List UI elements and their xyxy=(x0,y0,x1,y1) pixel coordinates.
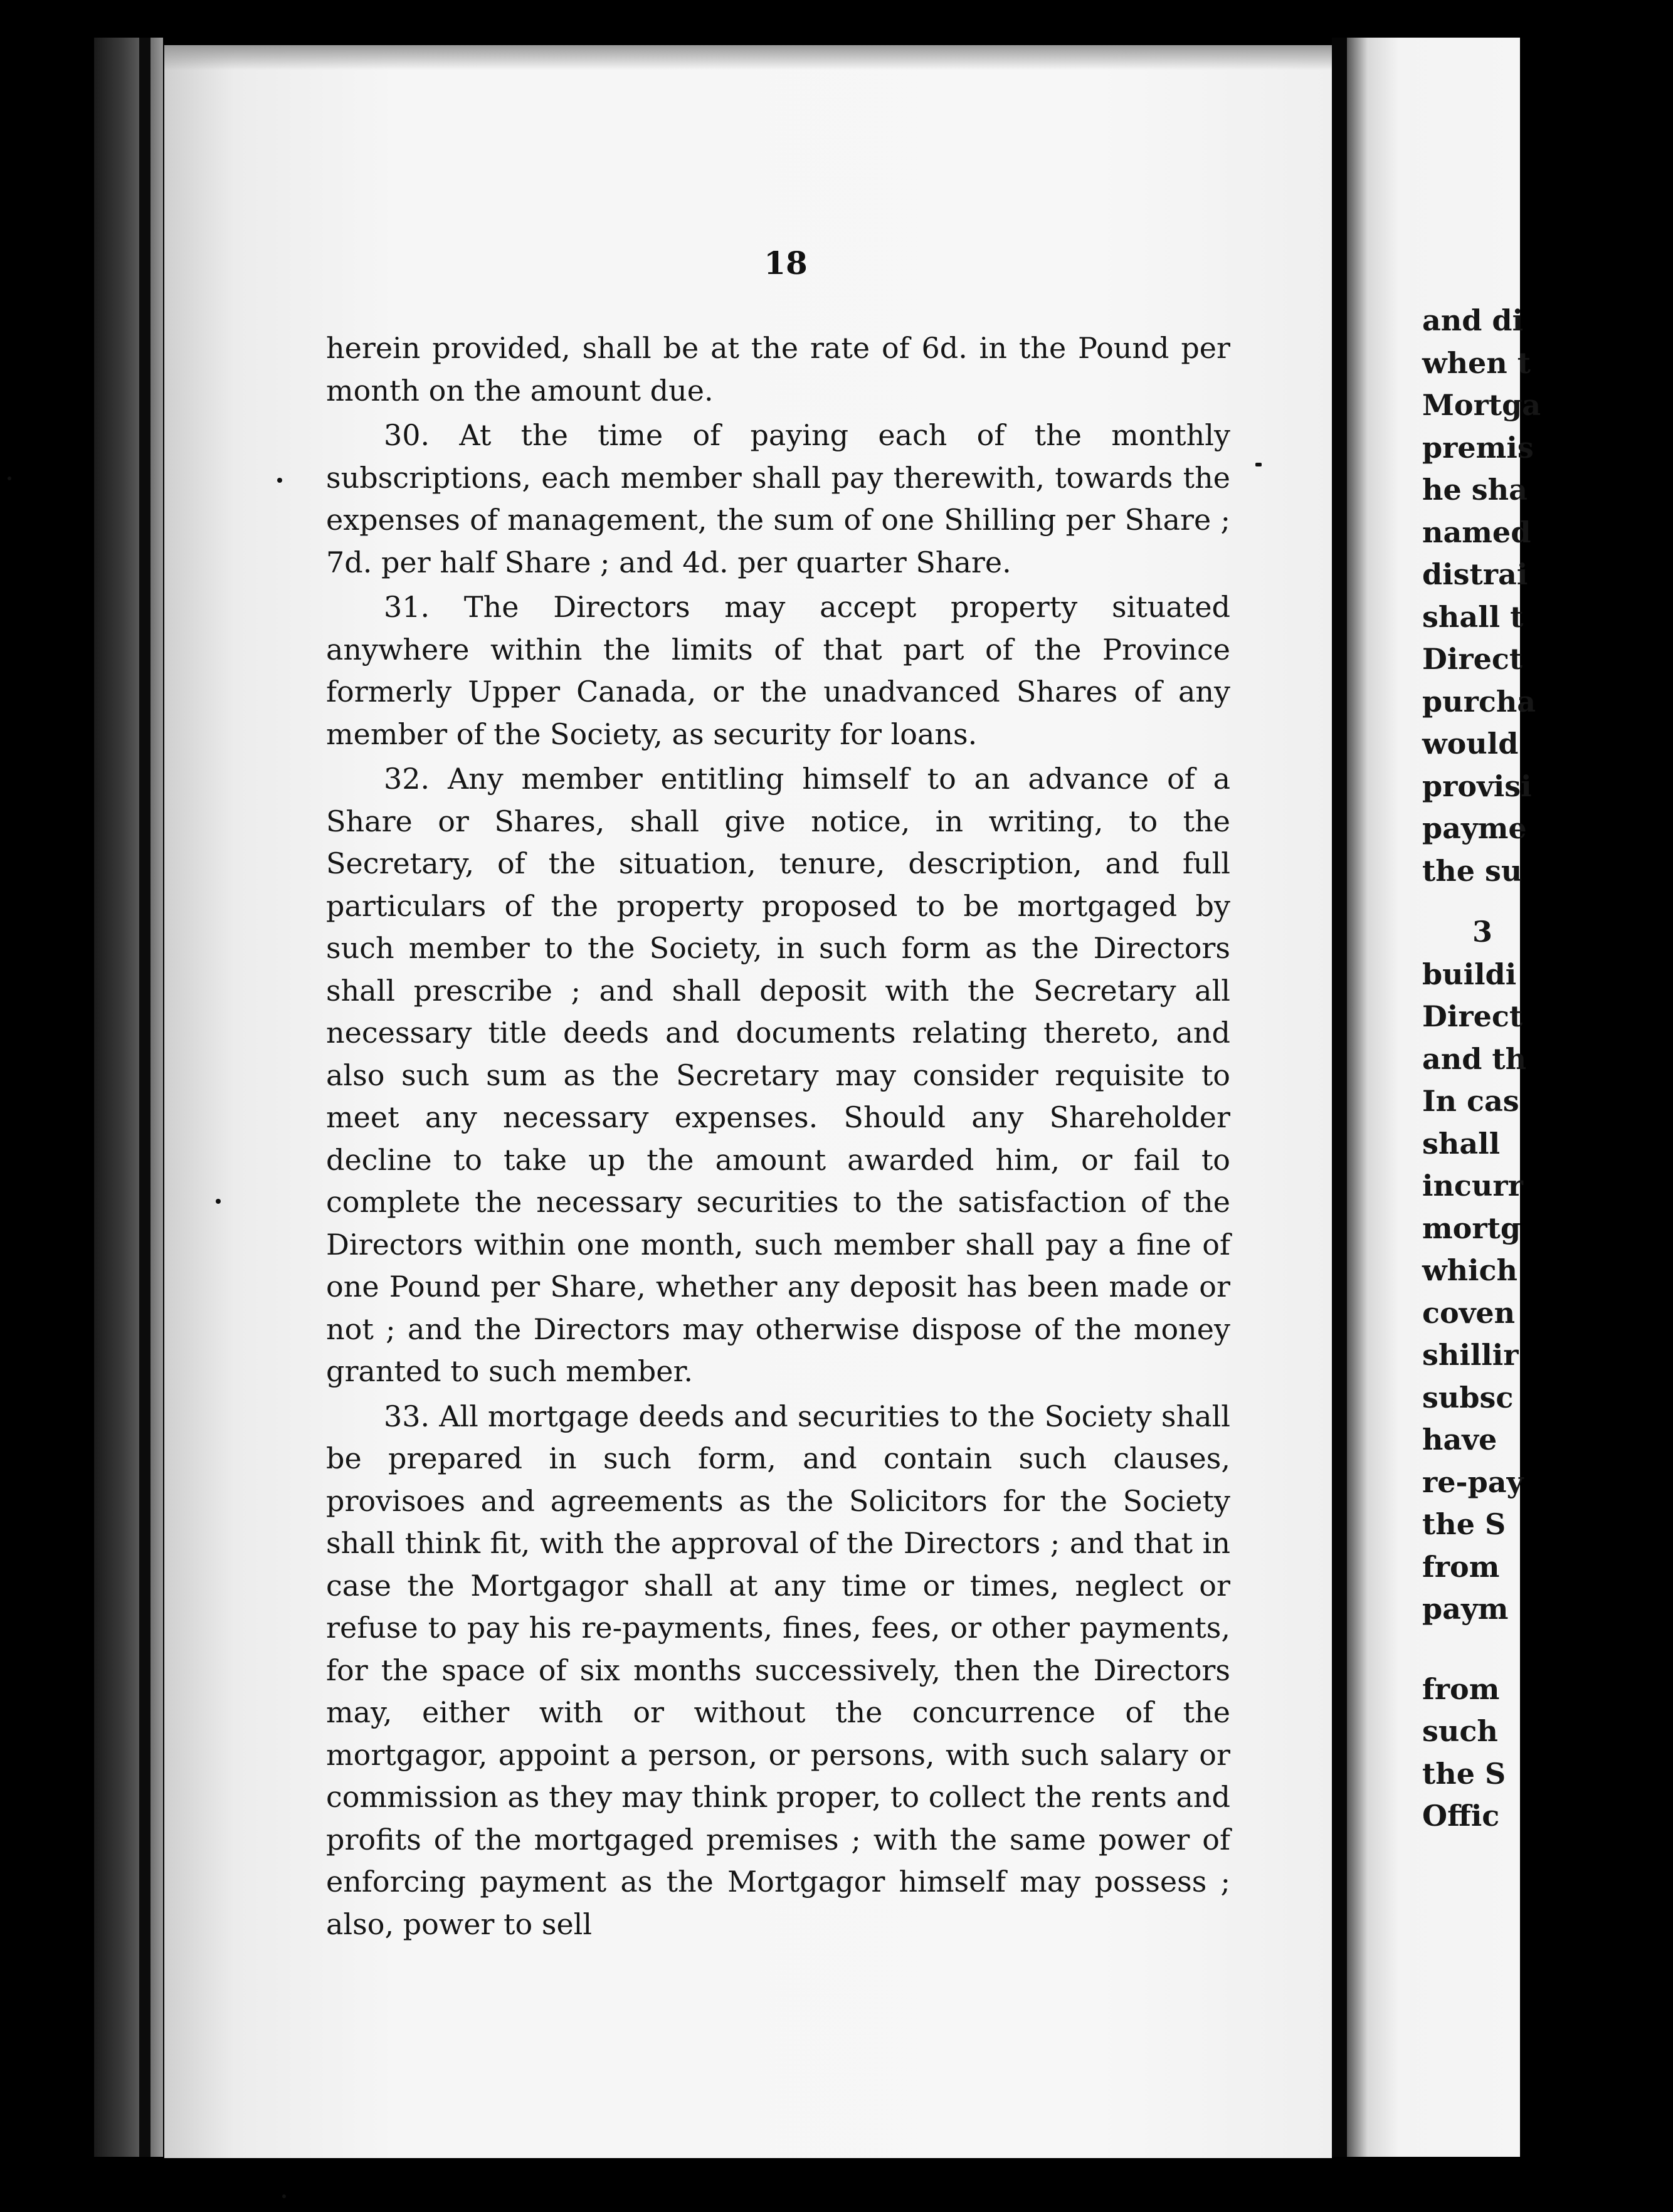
binding-shadow xyxy=(139,38,150,2157)
paragraph-continuation: herein provided, shall be at the rate of 6d. in the Pound per month on the amount due. xyxy=(326,331,1230,408)
facing-page-line: incurr xyxy=(1422,1169,1523,1203)
scan-speck xyxy=(1255,463,1262,466)
facing-page-line: such xyxy=(1422,1714,1498,1748)
scan-speck xyxy=(282,2194,286,2198)
scan-speck xyxy=(8,477,11,480)
paragraph-31: 31. The Directors may accept property situated anywhere within the limits of that part of the Province formerly Upper Canada, or the unadvanced Shares of any member of the Society, as security for loans. xyxy=(326,590,1230,751)
facing-page-line: would xyxy=(1422,727,1519,761)
facing-page-line: distrai xyxy=(1422,557,1528,591)
facing-page-line: In cas xyxy=(1422,1084,1519,1118)
facing-page-line: the su xyxy=(1422,853,1523,888)
page-number: 18 xyxy=(764,245,808,282)
facing-page-line: purcha xyxy=(1422,684,1536,719)
facing-page-line: shall xyxy=(1422,1126,1501,1161)
facing-page-text xyxy=(1422,300,1673,1838)
facing-page-line: which xyxy=(1422,1253,1517,1287)
facing-page-line: from xyxy=(1422,1672,1500,1706)
facing-page-line: paym xyxy=(1422,1592,1509,1626)
page-body xyxy=(326,327,1230,1946)
facing-page-line: named xyxy=(1422,515,1531,549)
facing-page-line: the S xyxy=(1422,1507,1506,1541)
facing-page-fragment xyxy=(1347,38,1541,2157)
facing-page-line: subsc xyxy=(1422,1380,1514,1414)
facing-page-line: from xyxy=(1422,1549,1500,1584)
facing-page-line: buildi xyxy=(1422,957,1517,991)
facing-page-line: Mortga xyxy=(1422,388,1541,422)
scan-speck xyxy=(277,478,282,483)
binding-gutter xyxy=(94,38,163,2157)
scan-speck xyxy=(216,1199,221,1204)
facing-page-line: 3 xyxy=(1472,915,1493,949)
paragraph-33: 33. All mortgage deeds and securities to the Society shall be prepared in such form, and contain such clauses, provisoes and agreements as the Solicitors for the Society shall think fit, with the approval of the Directors ; and that in case the Mortgagor shall at any time or times, neglect or refuse to pay his re-payments, fines, fees, or other payments, for the space of six months successively, then the Directors may, either with or without the concurrence of the mortgagor, appoint a person, or persons, with such salary or commission as they may think proper, to collect the rents and profits of the mortgaged premises ; with the same power of enforcing payment as the Mortgagor himself may possess ; also, power to sell xyxy=(326,1399,1230,1941)
facing-page-line: premis xyxy=(1422,430,1534,465)
facing-page-line: provisi xyxy=(1422,769,1532,803)
facing-page-line: he sha xyxy=(1422,473,1528,507)
facing-page-line: when t xyxy=(1422,345,1531,380)
facing-page-line: Offic xyxy=(1422,1799,1500,1833)
facing-page-line: and di xyxy=(1422,303,1524,337)
facing-page-gutter xyxy=(1332,38,1347,2157)
facing-page-line: payme xyxy=(1422,811,1527,845)
facing-page-line: shillir xyxy=(1422,1338,1519,1372)
facing-page-line: Direct xyxy=(1422,999,1523,1033)
facing-page-line: coven xyxy=(1422,1295,1516,1330)
facing-page-line: have xyxy=(1422,1423,1497,1456)
facing-page-line: Direct xyxy=(1422,642,1523,676)
paragraph-32: 32. Any member entitling himself to an advance of a Share or Shares, shall give notice, in writing, to the Secretary, of the situation, tenure, description, and full particulars of the property proposed to be mortgaged by such member to the Society, in such form as the Directors shall prescribe ; and shall deposit with the Secretary all necessary title deeds and documents relating thereto, and also such sum as the Secretary may consider requisite to meet any necessary expenses. Should any Shareholder decline to take up the amount awarded him, or fail to complete the necessary securities to the satisfaction of the Directors within one month, such member shall pay a fine of one Pound per Share, whether any deposit has been made or not ; and the Directors may otherwise dispose of the money granted to such member. xyxy=(326,762,1230,1388)
facing-page-line: and th xyxy=(1422,1041,1527,1076)
facing-page-line: shall t xyxy=(1422,599,1524,634)
facing-page-line: the S xyxy=(1422,1756,1506,1791)
paragraph-30: 30. At the time of paying each of the monthly subscriptions, each member shall pay therewith, towards the expenses of management, the sum of one Shilling per Share ; 7d. per half Share ; and 4d. per quarter Share. xyxy=(326,418,1230,579)
page-top-shadow xyxy=(164,45,1332,70)
left-page xyxy=(164,45,1332,2158)
facing-page-line: re-pay xyxy=(1422,1465,1524,1499)
facing-page-line: mortg xyxy=(1422,1211,1521,1245)
